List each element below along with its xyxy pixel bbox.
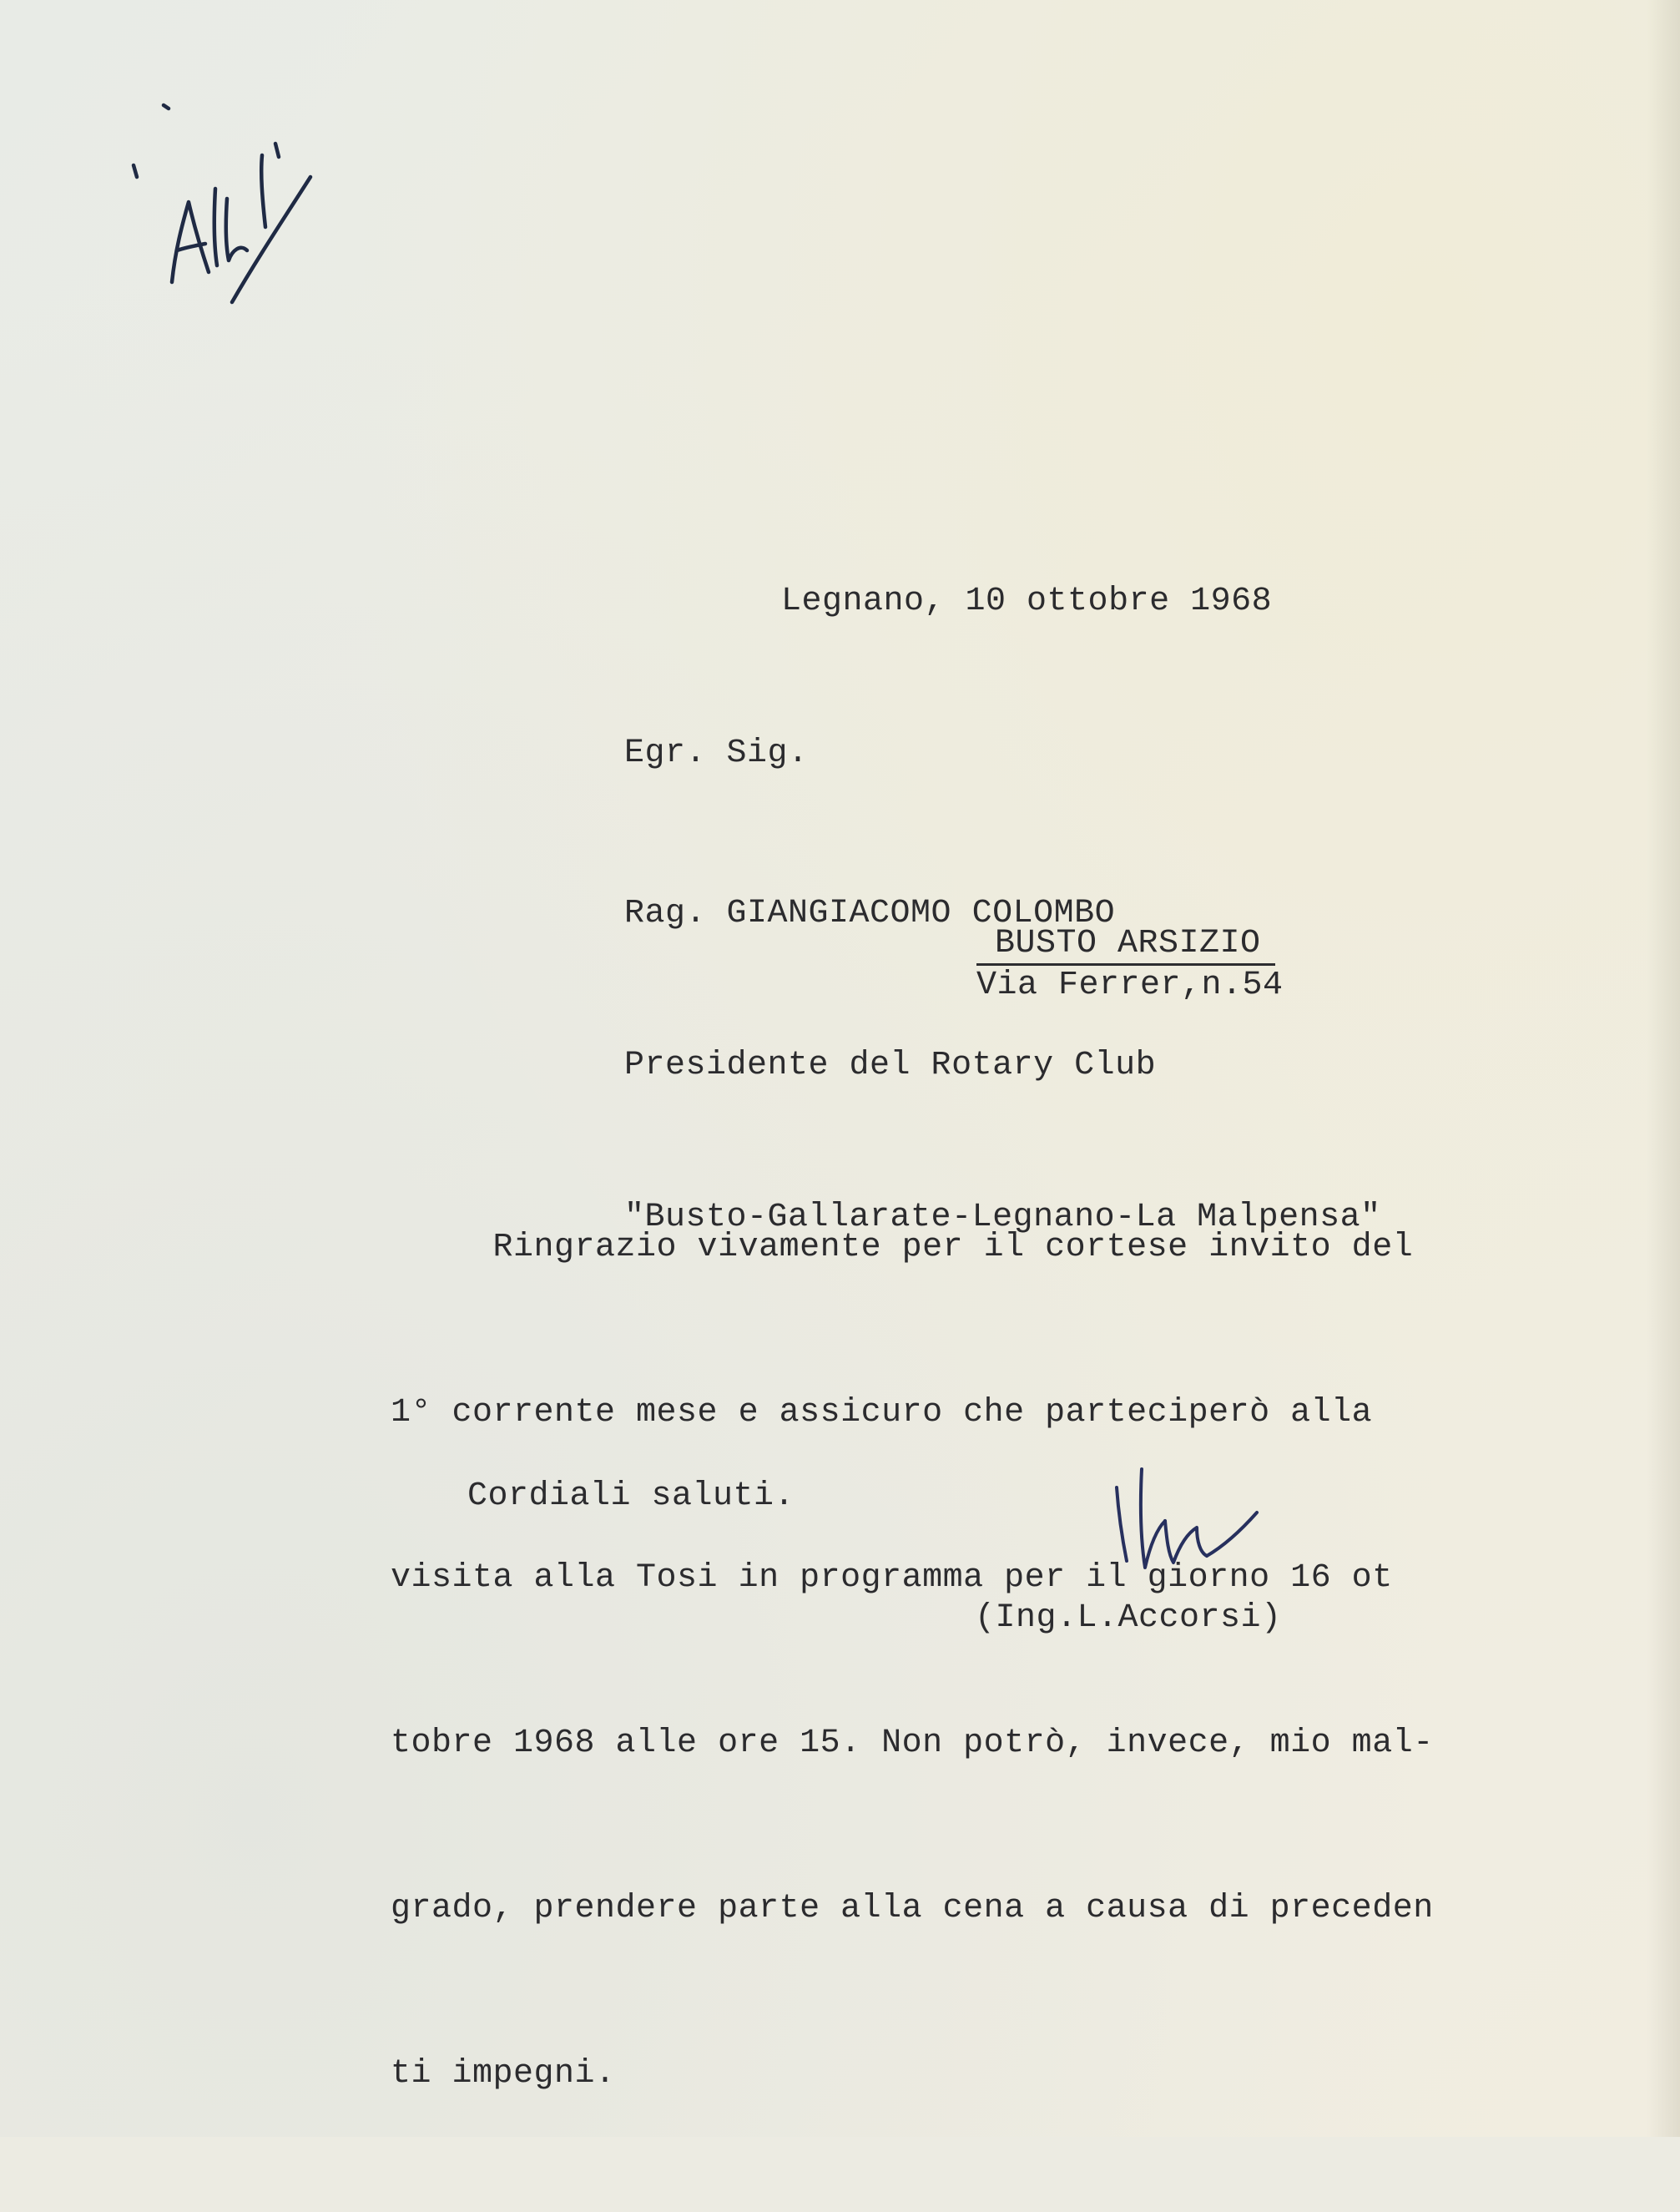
date-line: Legnano, 10 ottobre 1968 [781,583,1273,620]
signer-name: (Ing.L.Accorsi) [975,1599,1282,1637]
recipient-name: Rag. GIANGIACOMO COLOMBO [624,895,1116,932]
body-line: 1° corrente mese e assicuro che parteciperò alla [391,1394,1373,1432]
body-line: grado, prendere parte alla cena a causa di preceden [391,1890,1434,1927]
recipient-city: BUSTO ARSIZIO [995,925,1261,962]
handwritten-annotation [134,105,310,302]
body-line: visita alla Tosi in programma per il giorno 16 ot [391,1559,1393,1597]
recipient-organization: "Busto-Gallarate-Legnano-La Malpensa" [624,1199,1381,1236]
letter-body [391,1110,1434,2212]
closing: Cordiali saluti. [467,1477,795,1515]
body-line: tobre 1968 alle ore 15. Non potrò, invece, mio mal- [391,1725,1434,1762]
recipient-title: Presidente del Rotary Club [624,1047,1157,1084]
body-line: Ringrazio vivamente per il cortese invito del [391,1229,1414,1266]
paper-edge-shadow [1647,0,1680,2137]
salutation: Egr. Sig. [624,735,809,772]
recipient-street: Via Ferrer,n.54 [976,967,1284,1004]
body-line: ti impegni. [391,2055,616,2093]
